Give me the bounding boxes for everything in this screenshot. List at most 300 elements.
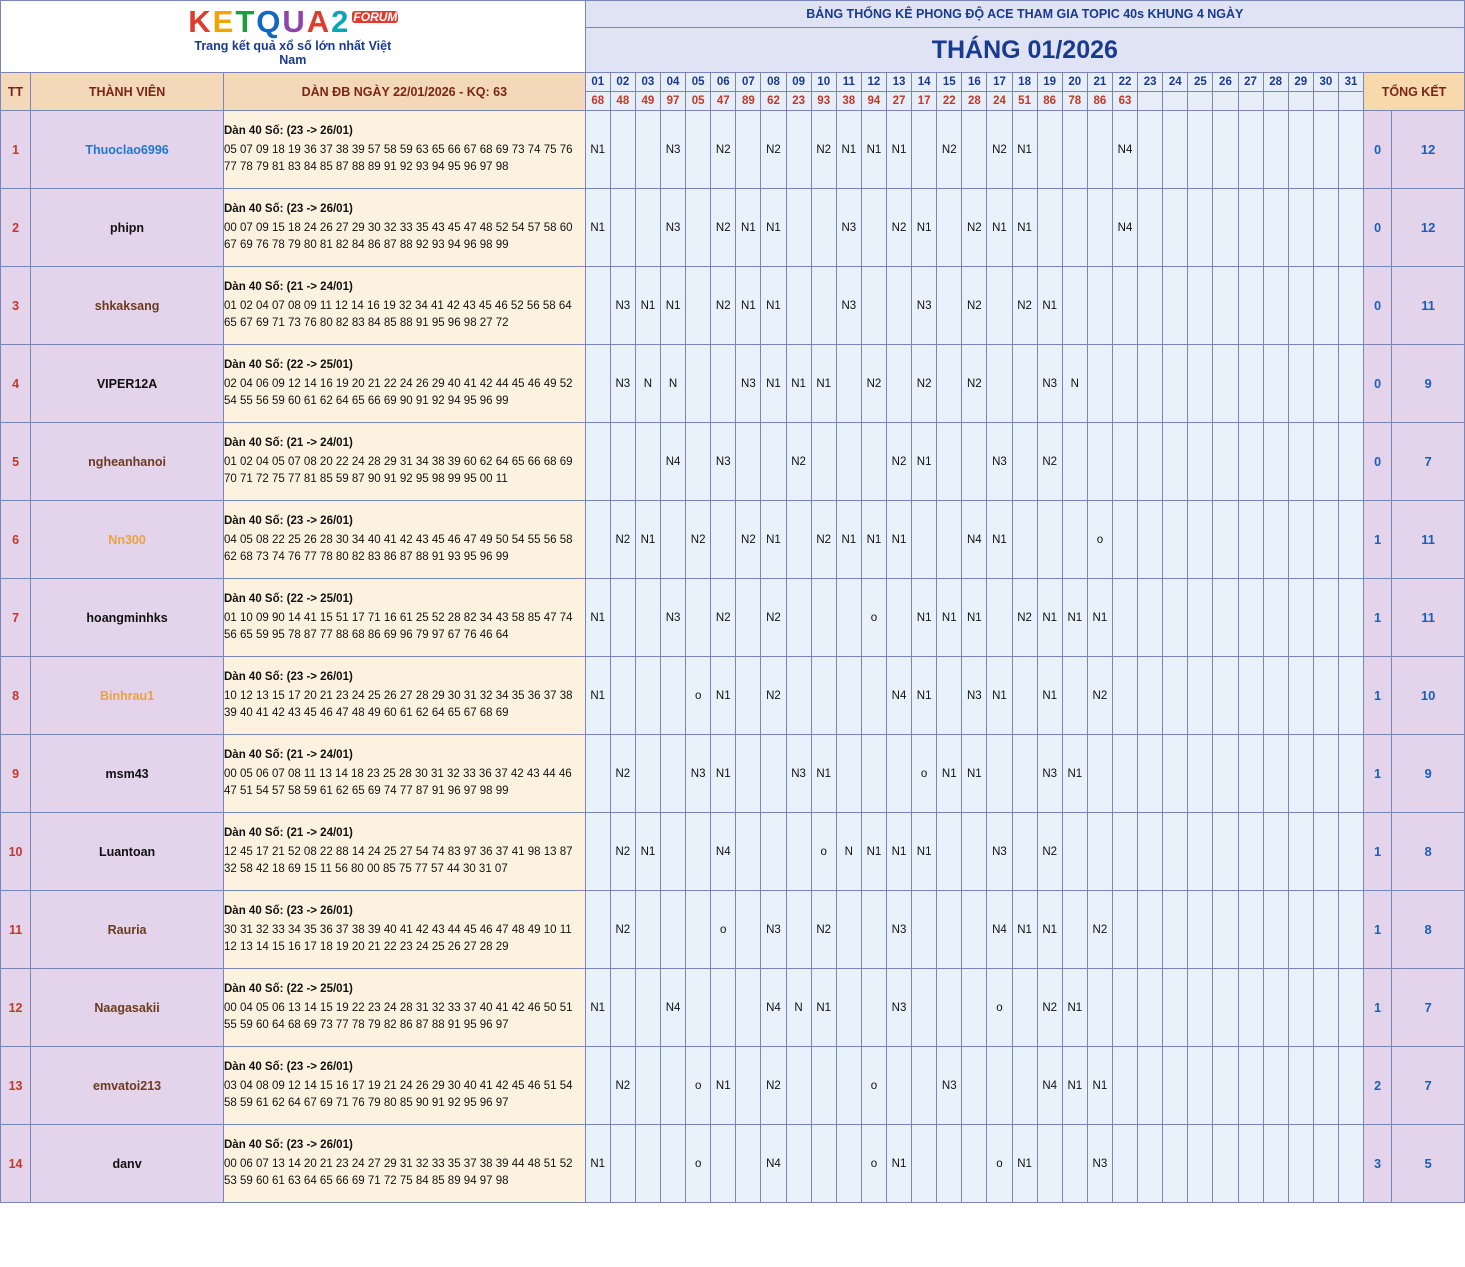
- result-cell: [1188, 423, 1213, 501]
- member-name[interactable]: Naagasakii: [31, 969, 224, 1047]
- hit-count: 11: [1392, 579, 1465, 657]
- table-row: [1, 969, 1465, 1047]
- result-cell: [1112, 657, 1137, 735]
- result-cell: N1: [736, 189, 761, 267]
- result-cell: [585, 423, 610, 501]
- result-cell: [1138, 189, 1163, 267]
- result-cell: [1037, 111, 1062, 189]
- result-cell: [1213, 111, 1238, 189]
- miss-count: 0: [1364, 423, 1392, 501]
- result-cell: [1062, 423, 1087, 501]
- result-cell: N2: [962, 189, 987, 267]
- result-cell: [836, 579, 861, 657]
- hit-count: 12: [1392, 189, 1465, 267]
- result-cell: N4: [761, 969, 786, 1047]
- member-name[interactable]: Binhrau1: [31, 657, 224, 735]
- day-result: 51: [1012, 92, 1037, 111]
- table-row: [1, 267, 1465, 345]
- miss-count: 1: [1364, 735, 1392, 813]
- dan-cell: [224, 1125, 586, 1203]
- result-cell: [610, 969, 635, 1047]
- result-cell: [1263, 735, 1288, 813]
- result-cell: o: [686, 1047, 711, 1125]
- result-cell: [1112, 579, 1137, 657]
- result-cell: [1263, 579, 1288, 657]
- result-cell: [1213, 735, 1238, 813]
- result-cell: [1163, 423, 1188, 501]
- result-cell: [1238, 1125, 1263, 1203]
- member-name[interactable]: danv: [31, 1125, 224, 1203]
- result-cell: [635, 423, 660, 501]
- result-cell: N1: [1062, 969, 1087, 1047]
- result-cell: [585, 345, 610, 423]
- result-cell: o: [987, 969, 1012, 1047]
- result-cell: [1062, 111, 1087, 189]
- result-cell: N1: [987, 657, 1012, 735]
- result-cell: [1288, 423, 1313, 501]
- result-cell: [1288, 813, 1313, 891]
- dan-cell: [224, 267, 586, 345]
- col-header-dan: DÀN ĐB NGÀY 22/01/2026 - KQ: 63: [224, 73, 586, 111]
- result-cell: N1: [1012, 891, 1037, 969]
- result-cell: N2: [610, 1047, 635, 1125]
- result-cell: [1037, 189, 1062, 267]
- dan-numbers: 02 04 06 09 12 14 16 19 20 21 22 24 26 29 40 41 42 44 45 46 49 52 54 55 56 59 60 61 62 64 65 66 69 90 91 92 94 95 96 99: [224, 377, 573, 408]
- miss-count: 1: [1364, 579, 1392, 657]
- result-cell: [1263, 813, 1288, 891]
- result-cell: N3: [886, 969, 911, 1047]
- result-cell: [811, 189, 836, 267]
- result-cell: [886, 1047, 911, 1125]
- day-result: 38: [836, 92, 861, 111]
- result-cell: [962, 111, 987, 189]
- result-cell: N2: [962, 345, 987, 423]
- table-row: [1, 813, 1465, 891]
- result-cell: [736, 423, 761, 501]
- result-cell: N: [1062, 345, 1087, 423]
- result-cell: N1: [585, 579, 610, 657]
- result-cell: N: [786, 969, 811, 1047]
- result-cell: N3: [987, 423, 1012, 501]
- result-cell: [1213, 657, 1238, 735]
- day-result: [1238, 92, 1263, 111]
- result-cell: [1012, 501, 1037, 579]
- member-name[interactable]: Nn300: [31, 501, 224, 579]
- result-cell: o: [686, 1125, 711, 1203]
- result-cell: [1263, 891, 1288, 969]
- day-result: 17: [912, 92, 937, 111]
- result-cell: [736, 813, 761, 891]
- result-cell: [811, 423, 836, 501]
- result-cell: [1313, 189, 1338, 267]
- row-index: 14: [1, 1125, 31, 1203]
- day-header: 21: [1087, 73, 1112, 92]
- day-header: 15: [937, 73, 962, 92]
- logo-letter: 2: [331, 4, 349, 39]
- result-cell: [1263, 111, 1288, 189]
- result-cell: [1062, 813, 1087, 891]
- result-cell: [811, 657, 836, 735]
- result-cell: [1263, 969, 1288, 1047]
- dan-range: Dàn 40 Số: (23 -> 26/01): [224, 1060, 353, 1073]
- result-cell: N1: [1012, 189, 1037, 267]
- result-cell: [1263, 267, 1288, 345]
- logo-subtitle: Trang kết quả xổ số lớn nhất Việt Nam: [194, 39, 392, 67]
- result-cell: [937, 1125, 962, 1203]
- result-cell: N1: [811, 969, 836, 1047]
- dan-range: Dàn 40 Số: (22 -> 25/01): [224, 982, 353, 995]
- result-cell: N3: [610, 267, 635, 345]
- miss-count: 1: [1364, 501, 1392, 579]
- dan-numbers: 01 10 09 90 14 41 15 51 17 71 16 61 25 52 28 82 34 43 58 85 47 74 56 65 59 95 78 87 77 88 68 86 69 96 79 97 67 76 46 64: [224, 611, 573, 642]
- result-cell: [1213, 501, 1238, 579]
- result-cell: [861, 657, 886, 735]
- result-cell: N1: [912, 657, 937, 735]
- result-cell: [1112, 735, 1137, 813]
- row-index: 1: [1, 111, 31, 189]
- result-cell: N2: [610, 735, 635, 813]
- result-cell: o: [987, 1125, 1012, 1203]
- result-cell: [1238, 579, 1263, 657]
- result-cell: [686, 579, 711, 657]
- result-cell: [635, 579, 660, 657]
- result-cell: N2: [912, 345, 937, 423]
- dan-range: Dàn 40 Số: (23 -> 26/01): [224, 904, 353, 917]
- result-cell: [736, 579, 761, 657]
- result-cell: [1138, 969, 1163, 1047]
- result-cell: [1188, 1047, 1213, 1125]
- result-cell: N3: [886, 891, 911, 969]
- member-name[interactable]: emvatoi213: [31, 1047, 224, 1125]
- month-title: THÁNG 01/2026: [585, 28, 1464, 73]
- result-cell: o: [861, 1125, 886, 1203]
- result-cell: [686, 345, 711, 423]
- result-cell: N1: [1087, 1047, 1112, 1125]
- day-result: 47: [711, 92, 736, 111]
- member-name[interactable]: Luantoan: [31, 813, 224, 891]
- result-cell: [886, 735, 911, 813]
- result-cell: [610, 423, 635, 501]
- result-cell: [1112, 813, 1137, 891]
- day-header: 22: [1112, 73, 1137, 92]
- result-cell: [736, 111, 761, 189]
- member-name[interactable]: Thuoclao6996: [31, 111, 224, 189]
- dan-cell: [224, 423, 586, 501]
- result-cell: [686, 423, 711, 501]
- result-cell: N1: [861, 111, 886, 189]
- member-name[interactable]: msm43: [31, 735, 224, 813]
- result-cell: [786, 579, 811, 657]
- banner-title: BẢNG THỐNG KÊ PHONG ĐỘ ACE THAM GIA TOPIC 40s KHUNG 4 NGÀY: [585, 1, 1464, 28]
- result-cell: [1213, 1047, 1238, 1125]
- day-header: 14: [912, 73, 937, 92]
- result-cell: N1: [912, 813, 937, 891]
- dan-cell: [224, 657, 586, 735]
- result-cell: N2: [1012, 267, 1037, 345]
- result-cell: [585, 501, 610, 579]
- result-cell: [1012, 813, 1037, 891]
- table-row: [1, 189, 1465, 267]
- day-result: 27: [886, 92, 911, 111]
- result-cell: [786, 501, 811, 579]
- result-cell: N1: [761, 267, 786, 345]
- result-cell: [761, 423, 786, 501]
- miss-count: 0: [1364, 189, 1392, 267]
- dan-range: Dàn 40 Số: (22 -> 25/01): [224, 358, 353, 371]
- result-cell: [937, 657, 962, 735]
- result-cell: [1288, 891, 1313, 969]
- result-cell: N2: [1087, 891, 1112, 969]
- logo-letter: U: [282, 4, 305, 39]
- result-cell: [686, 969, 711, 1047]
- result-cell: [1188, 813, 1213, 891]
- result-cell: [1062, 891, 1087, 969]
- result-cell: N1: [1012, 1125, 1037, 1203]
- result-cell: [1138, 657, 1163, 735]
- result-cell: o: [912, 735, 937, 813]
- day-header: 12: [861, 73, 886, 92]
- result-cell: [1288, 267, 1313, 345]
- result-cell: [1263, 345, 1288, 423]
- result-cell: N3: [836, 189, 861, 267]
- result-cell: [610, 1125, 635, 1203]
- result-cell: N1: [635, 813, 660, 891]
- result-cell: [786, 267, 811, 345]
- miss-count: 0: [1364, 267, 1392, 345]
- result-cell: [786, 111, 811, 189]
- result-cell: o: [686, 657, 711, 735]
- result-cell: [786, 1125, 811, 1203]
- result-cell: [1163, 501, 1188, 579]
- member-name[interactable]: ngheanhanoi: [31, 423, 224, 501]
- result-cell: [1062, 501, 1087, 579]
- dan-range: Dàn 40 Số: (21 -> 24/01): [224, 826, 353, 839]
- result-cell: [937, 813, 962, 891]
- result-cell: N2: [987, 111, 1012, 189]
- dan-cell: [224, 813, 586, 891]
- result-cell: [1163, 657, 1188, 735]
- result-cell: N4: [987, 891, 1012, 969]
- result-cell: N1: [1037, 267, 1062, 345]
- day-result: 05: [686, 92, 711, 111]
- result-cell: N1: [1037, 579, 1062, 657]
- result-cell: N2: [761, 1047, 786, 1125]
- logo-forum-badge: FORUM: [353, 9, 398, 24]
- day-result: [1163, 92, 1188, 111]
- result-cell: [1338, 735, 1363, 813]
- result-cell: [1263, 501, 1288, 579]
- result-cell: [1138, 1125, 1163, 1203]
- result-cell: [1213, 579, 1238, 657]
- result-cell: [962, 1047, 987, 1125]
- result-cell: [686, 111, 711, 189]
- result-cell: [635, 735, 660, 813]
- member-name[interactable]: Rauria: [31, 891, 224, 969]
- result-cell: [1313, 423, 1338, 501]
- result-cell: [686, 891, 711, 969]
- result-cell: N2: [937, 111, 962, 189]
- result-cell: [1338, 969, 1363, 1047]
- day-header: 16: [962, 73, 987, 92]
- result-cell: [1238, 111, 1263, 189]
- dan-range: Dàn 40 Số: (23 -> 26/01): [224, 514, 353, 527]
- result-cell: [1062, 267, 1087, 345]
- result-cell: [1188, 267, 1213, 345]
- result-cell: [1138, 267, 1163, 345]
- result-cell: [761, 735, 786, 813]
- result-cell: N2: [1037, 813, 1062, 891]
- result-cell: [1138, 111, 1163, 189]
- result-cell: N4: [1112, 189, 1137, 267]
- result-cell: [1238, 501, 1263, 579]
- result-cell: N1: [761, 189, 786, 267]
- result-cell: N1: [1062, 735, 1087, 813]
- result-cell: [660, 1125, 685, 1203]
- result-cell: [1288, 1047, 1313, 1125]
- result-cell: [1138, 423, 1163, 501]
- result-cell: N2: [610, 891, 635, 969]
- result-cell: N4: [1112, 111, 1137, 189]
- result-cell: [1238, 1047, 1263, 1125]
- result-cell: [1163, 813, 1188, 891]
- result-cell: [1213, 345, 1238, 423]
- result-cell: [1263, 189, 1288, 267]
- day-header: 19: [1037, 73, 1062, 92]
- result-cell: [1313, 969, 1338, 1047]
- result-cell: [912, 1125, 937, 1203]
- table-row: [1, 345, 1465, 423]
- result-cell: [711, 1125, 736, 1203]
- day-header: 13: [886, 73, 911, 92]
- result-cell: [1313, 891, 1338, 969]
- result-cell: [811, 1125, 836, 1203]
- result-cell: N2: [1037, 969, 1062, 1047]
- result-cell: [585, 891, 610, 969]
- row-index: 3: [1, 267, 31, 345]
- result-cell: N2: [811, 501, 836, 579]
- day-header: 23: [1138, 73, 1163, 92]
- result-cell: [1338, 579, 1363, 657]
- result-cell: [987, 1047, 1012, 1125]
- result-cell: [585, 267, 610, 345]
- result-cell: N1: [761, 345, 786, 423]
- result-cell: [1313, 267, 1338, 345]
- result-cell: N1: [962, 579, 987, 657]
- result-cell: N2: [786, 423, 811, 501]
- result-cell: N2: [886, 423, 911, 501]
- result-cell: [711, 969, 736, 1047]
- result-cell: [711, 501, 736, 579]
- col-header-total: TỔNG KẾT: [1364, 73, 1465, 111]
- result-cell: [1188, 501, 1213, 579]
- member-name[interactable]: phipn: [31, 189, 224, 267]
- result-cell: N3: [1037, 735, 1062, 813]
- result-cell: [1087, 735, 1112, 813]
- row-index: 2: [1, 189, 31, 267]
- result-cell: [912, 1047, 937, 1125]
- result-cell: N2: [861, 345, 886, 423]
- result-cell: [736, 657, 761, 735]
- day-header: 18: [1012, 73, 1037, 92]
- result-cell: [1112, 891, 1137, 969]
- result-cell: N1: [1012, 111, 1037, 189]
- dan-numbers: 01 02 04 05 07 08 20 22 24 28 29 31 34 38 39 60 62 64 65 66 68 69 70 71 72 75 77 81 85 59 87 90 91 92 95 98 99 95 00 11: [224, 455, 573, 486]
- member-name[interactable]: hoangminhks: [31, 579, 224, 657]
- result-cell: N1: [987, 189, 1012, 267]
- result-cell: [736, 969, 761, 1047]
- row-index: 4: [1, 345, 31, 423]
- result-cell: [610, 657, 635, 735]
- row-index: 13: [1, 1047, 31, 1125]
- row-index: 9: [1, 735, 31, 813]
- col-header-member: THÀNH VIÊN: [31, 73, 224, 111]
- result-cell: N2: [711, 267, 736, 345]
- day-result: 93: [811, 92, 836, 111]
- result-cell: N1: [786, 345, 811, 423]
- result-cell: [1062, 1125, 1087, 1203]
- miss-count: 1: [1364, 657, 1392, 735]
- result-cell: [912, 111, 937, 189]
- miss-count: 1: [1364, 969, 1392, 1047]
- result-cell: N1: [1037, 657, 1062, 735]
- result-cell: [912, 891, 937, 969]
- result-cell: [1012, 735, 1037, 813]
- dan-cell: [224, 501, 586, 579]
- day-header: 06: [711, 73, 736, 92]
- dan-numbers: 12 45 17 21 52 08 22 88 14 24 25 27 54 74 83 97 36 37 41 98 13 87 32 58 42 18 69 15 11 56 80 00 85 75 77 57 44 30 31 07: [224, 845, 573, 876]
- dan-range: Dàn 40 Số: (23 -> 26/01): [224, 1138, 353, 1151]
- member-name[interactable]: VIPER12A: [31, 345, 224, 423]
- result-cell: [811, 1047, 836, 1125]
- result-cell: N2: [1012, 579, 1037, 657]
- hit-count: 8: [1392, 891, 1465, 969]
- day-result: [1138, 92, 1163, 111]
- result-cell: [1112, 267, 1137, 345]
- result-cell: N1: [711, 657, 736, 735]
- result-cell: N1: [660, 267, 685, 345]
- day-header: 25: [1188, 73, 1213, 92]
- result-cell: [686, 189, 711, 267]
- result-cell: [1012, 1047, 1037, 1125]
- member-name[interactable]: shkaksang: [31, 267, 224, 345]
- result-cell: N1: [912, 579, 937, 657]
- result-cell: [1188, 579, 1213, 657]
- result-cell: [1138, 345, 1163, 423]
- dan-range: Dàn 40 Số: (22 -> 25/01): [224, 592, 353, 605]
- result-cell: N1: [711, 735, 736, 813]
- result-cell: N4: [962, 501, 987, 579]
- result-cell: [1188, 345, 1213, 423]
- result-cell: N3: [660, 189, 685, 267]
- result-cell: [1288, 189, 1313, 267]
- result-cell: N1: [585, 189, 610, 267]
- result-cell: N2: [736, 501, 761, 579]
- result-cell: [1163, 735, 1188, 813]
- result-cell: N2: [711, 579, 736, 657]
- result-cell: N1: [962, 735, 987, 813]
- result-cell: [1163, 345, 1188, 423]
- result-cell: N3: [987, 813, 1012, 891]
- miss-count: 2: [1364, 1047, 1392, 1125]
- day-result: 97: [660, 92, 685, 111]
- hit-count: 7: [1392, 969, 1465, 1047]
- result-cell: [1163, 189, 1188, 267]
- result-cell: N1: [937, 579, 962, 657]
- result-cell: [1313, 813, 1338, 891]
- result-cell: N1: [886, 813, 911, 891]
- dan-cell: [224, 891, 586, 969]
- result-cell: [1263, 423, 1288, 501]
